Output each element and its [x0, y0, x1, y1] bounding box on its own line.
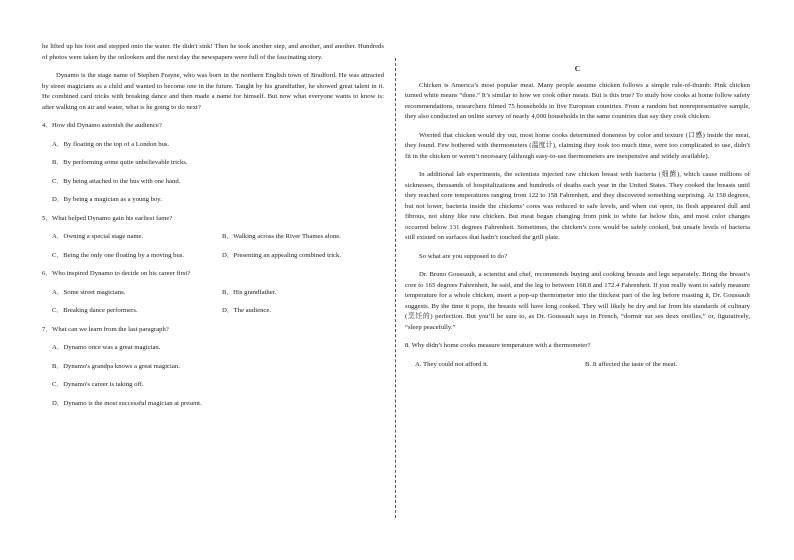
- left-column: [42, 42, 384, 409]
- question-8: [405, 341, 750, 370]
- option-d[interactable]: D．Dynamo is the most successful magician at present.: [52, 399, 202, 407]
- right-column: [405, 42, 750, 370]
- passage-c-paragraph-2: Worried that chicken would dry out, most home cooks determined doneness by color and texture (口感) inside the meat, they found. Few bothered with thermometers (温度计), claiming they took too much time, were too complicated to use, didn’t fit in the chicken or weren’t necessary (although easy-to-use thermometers are inexpensive and widely available).: [405, 131, 750, 160]
- option-b[interactable]: B. It affected the taste of the meat.: [585, 360, 678, 368]
- question-5: [42, 214, 384, 262]
- passage-c-paragraph-4: So what are you supposed to do?: [419, 252, 508, 260]
- option-d[interactable]: D．Presenting an appealing combined trick.: [222, 251, 342, 259]
- option-a[interactable]: A．By floating on the top of a London bus.: [52, 140, 170, 148]
- question-7: [42, 325, 384, 410]
- option-a[interactable]: A. They could not afford it.: [415, 360, 489, 368]
- question-6: [42, 269, 384, 317]
- question-stem: 5．What helped Dynamo gain his earliest fame?: [42, 214, 173, 222]
- passage-c-heading: C: [574, 64, 581, 73]
- option-c[interactable]: C．Breaking dance performers.: [52, 307, 138, 314]
- option-b[interactable]: B．Dynamo's grandpa knows a great magician.: [52, 362, 180, 370]
- passage-c-paragraph-1: Chicken is America’s most popular meat. Many people assume chicken follows a simple rule-of-thumb: Pink chicken turned white means “done.” It’s similar to how we cook other meats. But is this true? To study how cooks at home follow safety recommendations, researchers filmed 75 households in five European countries. From a random but nonrepresentative sample, they also conducted an online survey of nearly 4,000 households in the same countries that say they cook chicken.: [405, 81, 750, 120]
- option-c[interactable]: C．By being attached to the bus with one hand.: [52, 177, 181, 185]
- option-a[interactable]: A．Dynamo once was a great magician.: [52, 344, 161, 351]
- passage-b-paragraph: Dynamo is the stage name of Stephen Frayne, who was born in the northern English town of Bradford. He was attracted by street magicians as a child and wanted to become one in the future. Taught by his grandfather, he showed great talent in it. He combined card tricks with breaking dance and then made a name for himself. But now what everyone wants to know is: after walking on air and water, what is he going to do next?: [42, 72, 384, 111]
- passage-c-paragraph-3: In additional lab experiments, the scientists injected raw chicken breast with bacteria (细菌), which cause millions of sicknesses, thousands of hospitalizations and hundreds of deaths each year in the United States. They cooked the breasts until they reached core temperatures ranging from 122 to 158 Fahrenheit, and they discovered something surprising. At 158 degrees, but not lower, bacteria inside the chickens’ cores was reduced to safe levels, and when cut open, its flesh appeared dull and fibrous, not shiny like raw chicken. But meat began changing from pink to white far below this, and most color changes occurred below 131 degrees Fahrenheit. Sometimes, the chicken’s core would be safely cooked, but unsafe levels of bacteria still existed on surfaces that hadn’t touched the grill plate.: [405, 171, 750, 241]
- option-d[interactable]: D．By being a magician as a young boy.: [52, 196, 162, 203]
- option-c[interactable]: C．Dynamo's career is taking off.: [52, 381, 144, 388]
- option-b[interactable]: B．By performing some quite unbelievable tricks.: [52, 159, 188, 166]
- question-stem: 7．What can we learn from the last paragraph?: [42, 325, 169, 333]
- question-4: [42, 121, 384, 206]
- option-b[interactable]: B．Walking across the River Thames alone.: [222, 233, 341, 240]
- option-a[interactable]: A．Owning a special stage name.: [52, 233, 144, 240]
- question-stem: 6．Who inspired Dynamo to decide on his career first?: [42, 270, 191, 277]
- question-stem: 4．How did Dynamo astonish the audience?: [42, 122, 162, 129]
- column-divider: [395, 58, 396, 518]
- option-a[interactable]: A．Some street magicians.: [52, 288, 126, 296]
- option-b[interactable]: B．His grandfather.: [222, 288, 277, 296]
- question-stem: 8. Why didn’t home cooks measure temperature with a thermometer?: [405, 342, 591, 349]
- passage-c-paragraph-5: Dr. Bruno Goussault, a scientist and chef, recommends buying and cooking breasts and legs separately. Bring the breast’s core to 165 degrees Fahrenheit, he said, and the leg to between 168.8 and 172.4 Fahrenheit. If you really want to safely measure temperature for a whole chicken, insert a pop-up thermometer into the thickest part of the leg before roasting it, Dr. Goussault suggests. By the time it pops, the breasts will have long cooked. They will likely be dry and far from his standards of culinary (烹饪的) perfection. But you’ll be sure to, as Dr. Goussault says in French, “dormir sur ses deux oreilles,” or, figuratively, “sleep peacefully.”: [405, 271, 750, 331]
- option-c[interactable]: C．Being the only one floating by a moving bus.: [52, 251, 185, 259]
- option-d[interactable]: D．The audience.: [222, 307, 272, 314]
- passage-b-ending: he lifted up his foot and stepped onto the water. He didn't sink! Then he took another step, and another, and another. Hundreds of photos were taken by the onlookers and the next day the newspapers were full of the fascinating story.: [42, 43, 384, 61]
